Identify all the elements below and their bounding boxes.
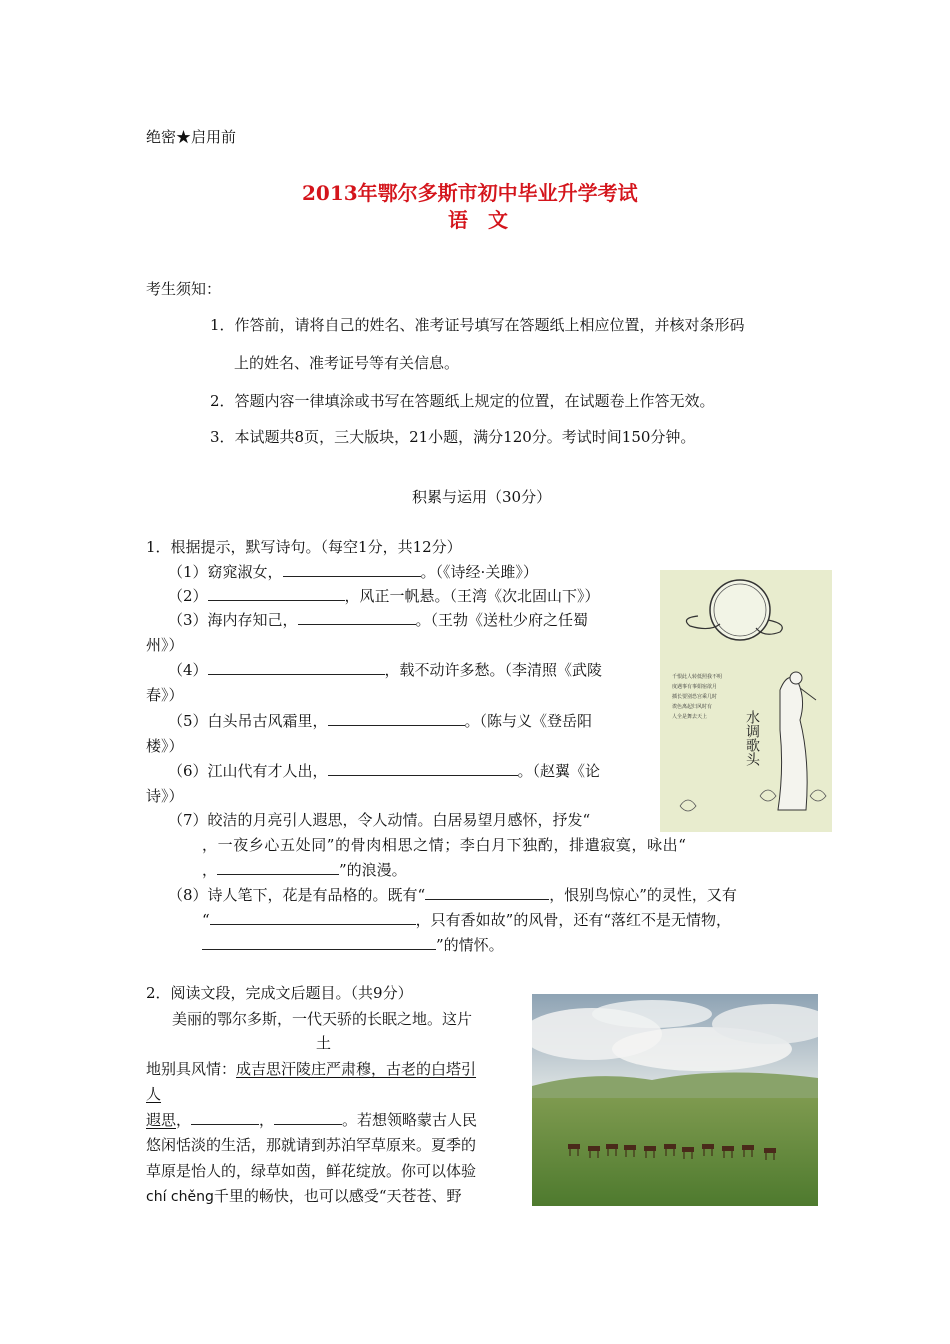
subject-title: 语 文 xyxy=(448,208,508,232)
q1-4-source: ，载不动许多愁。（李清照《武陵 xyxy=(384,661,603,679)
q2-para-line-6 xyxy=(146,1185,462,1208)
grassland-photo xyxy=(532,994,818,1206)
q1-line-8b xyxy=(202,909,731,931)
q1-5-source: 。（陈与义《登岳阳 xyxy=(464,712,593,730)
q1-7-blank[interactable] xyxy=(217,860,339,875)
poem-calligraphy: 水调歌头 xyxy=(744,710,760,766)
q2-p3b: ， xyxy=(176,1111,192,1129)
q1-5-text: （5）白头吊古风霜里， xyxy=(168,712,328,730)
poem-illustration xyxy=(660,570,832,832)
notice-item-1-cont: 上的姓名、准考证号等有关信息。 xyxy=(234,354,460,372)
svg-text:人全是舞去天上: 人全是舞去天上 xyxy=(672,714,708,720)
q1-6-source: 。（赵翼《论 xyxy=(517,762,601,780)
q1-line-6 xyxy=(168,760,600,782)
q2-p3c: ， xyxy=(259,1111,275,1129)
notice-item-3: 3．本试题共8页，三大版块，21小题，满分120分。考试时间150分钟。 xyxy=(210,428,696,446)
q2-blank-2[interactable] xyxy=(274,1110,342,1125)
svg-text:千恨此人转低照我不明: 千恨此人转低照我不明 xyxy=(672,674,723,680)
q1-6-text: （6）江山代有才人出， xyxy=(168,762,328,780)
q1-8-end: ”的情怀。 xyxy=(436,936,504,954)
svg-text:插长要别恐宫乘几时: 插长要别恐宫乘几时 xyxy=(672,694,718,700)
q1-8-quote: “ xyxy=(202,911,210,929)
q2-stem: 2．阅读文段，完成文后题目。（共9分） xyxy=(146,984,413,1002)
q2-para-line-5: 草原是怡人的，绿草如茵，鲜花绽放。你可以体验 xyxy=(146,1162,477,1180)
q1-6-blank[interactable] xyxy=(328,761,518,776)
q2-para-line-2 xyxy=(146,1058,476,1080)
svg-text:诶色离起归风时有: 诶色离起归风时有 xyxy=(672,704,713,710)
q1-line-7c xyxy=(202,859,407,881)
q1-8-blank-3[interactable] xyxy=(202,935,436,950)
q1-line-7b: ，一夜乡心五处同”的骨肉相思之情；李白月下独酌，排遣寂寞，咏出“ xyxy=(202,836,687,854)
q1-line-1 xyxy=(168,561,538,583)
q2-para-line-1 xyxy=(172,1008,472,1030)
q1-2-text: （2） xyxy=(168,587,208,605)
notice-label: 考生须知： xyxy=(146,280,222,298)
q1-line-5-cont: 楼》） xyxy=(146,737,184,755)
q2-para-line-1b: 土 xyxy=(316,1034,332,1052)
q2-p1: 美丽的鄂尔多斯，一代天骄的长眠之地。这片 xyxy=(172,1010,473,1028)
q1-1-source: 。（《诗经·关雎》） xyxy=(420,563,538,581)
q2-para-line-3 xyxy=(146,1109,477,1131)
q1-3-text: （3）海内存知己， xyxy=(168,611,298,629)
q2-para-line-2b: 人 xyxy=(146,1085,162,1103)
exam-title: 2013年鄂尔多斯市初中毕业升学考试 xyxy=(302,181,638,205)
svg-text:度遇事有事娟宿欲月: 度遇事有事娟宿欲月 xyxy=(672,684,718,690)
q1-line-3-cont: 州》） xyxy=(146,636,184,654)
q1-line-6-cont: 诗》） xyxy=(146,787,184,805)
q1-8-blank-2[interactable] xyxy=(210,910,416,925)
q2-p3d: 。若想领略蒙古人民 xyxy=(342,1111,478,1129)
section-title: 积累与运用（30分） xyxy=(412,488,552,506)
q1-4-text: （4） xyxy=(168,661,208,679)
q1-line-4-cont: 春》） xyxy=(146,686,184,704)
poem-illustration-svg xyxy=(660,570,832,832)
q2-blank-1[interactable] xyxy=(191,1110,259,1125)
q1-1-text: （1）窈窕淑女， xyxy=(168,563,283,581)
q1-line-3 xyxy=(168,609,588,631)
q2-pinyin: chí chěng xyxy=(146,1189,214,1205)
q2-p3a: 遐思 xyxy=(146,1111,177,1129)
q1-3-blank[interactable] xyxy=(298,610,416,625)
q1-line-8 xyxy=(168,884,737,906)
q1-2-blank[interactable] xyxy=(208,586,345,601)
q1-line-4 xyxy=(168,659,602,681)
q1-8-text-2: ，恨别鸟惊心”的灵性，又有 xyxy=(549,886,737,904)
q1-line-8c xyxy=(202,934,504,956)
q1-line-7: （7）皎洁的月亮引人遐思，令人动情。白居易望月感怀，抒发“ xyxy=(168,811,591,829)
q2-p6: 千里的畅快，也可以感受“天苍苍、野 xyxy=(213,1187,462,1205)
q1-stem: 1．根据提示，默写诗句。（每空1分，共12分） xyxy=(146,538,462,556)
q1-line-5 xyxy=(168,710,592,732)
q2-para-line-4: 悠闲恬淡的生活，那就请到苏泊罕草原来。夏季的 xyxy=(146,1136,477,1154)
q1-3-source: 。（王勃《送杜少府之任蜀 xyxy=(415,611,589,629)
notice-item-2: 2．答题内容一律填涂或书写在答题纸上规定的位置，在试题卷上作答无效。 xyxy=(210,392,715,410)
q1-2-source: ，风正一帆悬。（王湾《次北固山下》） xyxy=(344,587,600,605)
q1-8-blank-1[interactable] xyxy=(425,885,549,900)
q2-p2-underlined: 成吉思汗陵庄严肃穆，古老的白塔引 xyxy=(236,1060,477,1078)
q1-1-blank[interactable] xyxy=(283,562,421,577)
q1-7-end: ”的浪漫。 xyxy=(339,861,407,879)
q1-8-text-3: ，只有香如故”的风骨，还有“落红不是无情物， xyxy=(415,911,732,929)
notice-item-1: 1．作答前，请将自己的姓名、准考证号填写在答题纸上相应位置，并核对条形码 xyxy=(210,316,745,334)
q1-8-text: （8）诗人笔下，花是有品格的。既有“ xyxy=(168,886,426,904)
grassland-photo-svg xyxy=(532,994,818,1206)
q1-4-blank[interactable] xyxy=(208,660,385,675)
q1-line-2 xyxy=(168,585,600,607)
q1-7-comma: ， xyxy=(202,861,218,879)
q2-p2a: 地别具风情： xyxy=(146,1060,237,1078)
confidential-label: 绝密★启用前 xyxy=(146,128,237,146)
q1-5-blank[interactable] xyxy=(328,711,465,726)
